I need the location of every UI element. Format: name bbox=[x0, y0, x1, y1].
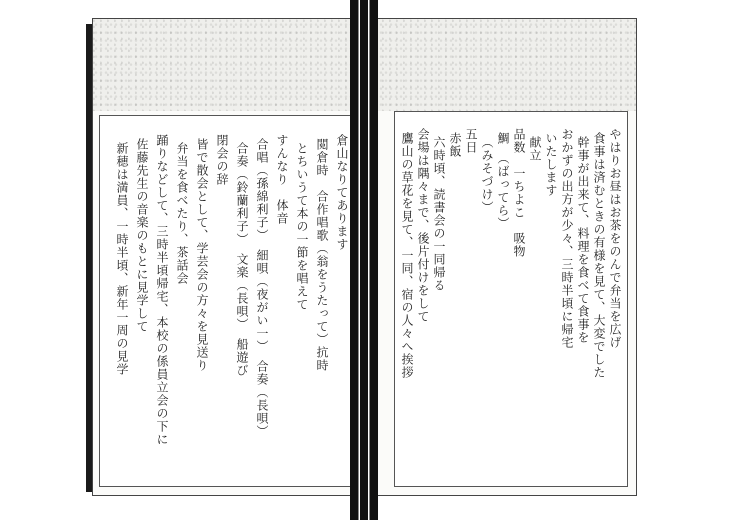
manuscript-column: 品数 一ちよこ 吸物 bbox=[512, 128, 526, 258]
manuscript-column: 閉会の辞 bbox=[215, 134, 229, 186]
manuscript-column: 食事は済むときの有様を見て、大変でした bbox=[592, 132, 606, 379]
page-margin-stain bbox=[368, 19, 636, 111]
manuscript-column: （みそづけ） bbox=[480, 136, 494, 214]
manuscript-column: 鯛 （ばってら） bbox=[496, 132, 510, 230]
manuscript-column: おかずの出方が少々、三時半頃に帰宅 bbox=[560, 128, 574, 349]
left-page bbox=[92, 18, 363, 496]
manuscript-column: 幹事が出来て、料理を食べて食事を bbox=[576, 136, 590, 344]
page-margin-stain bbox=[93, 19, 363, 111]
manuscript-column: いたします bbox=[544, 132, 558, 197]
manuscript-column: 皆で散会として、学芸会の方々を見送り bbox=[195, 138, 209, 372]
manuscript-column: 合奏（鈴蘭利子） 文楽（長唄） 船遊び bbox=[235, 142, 249, 377]
manuscript-column: 倉山なりてあります bbox=[335, 134, 349, 251]
right-manuscript-sheet bbox=[394, 111, 628, 487]
manuscript-column: 佐藤先生の音楽のもとに見学して bbox=[135, 138, 149, 333]
manuscript-column: 赤飯 bbox=[448, 132, 462, 158]
manuscript-column: 献立 bbox=[528, 136, 542, 162]
left-manuscript-sheet bbox=[99, 115, 357, 487]
manuscript-column: 閲倉時 合作唱歌（翁をうたって）抗時 bbox=[315, 138, 329, 372]
manuscript-column: やはりお昼はお茶をのんで弁当を広げ bbox=[608, 128, 622, 349]
manuscript-column: 鷹山の草花を見て、一同、宿の人々へ挨拶 bbox=[400, 132, 414, 379]
manuscript-column: 合唱（孫綿利子） 細唄（夜がい一） 合奏（長唄） bbox=[255, 138, 269, 438]
manuscript-column: 新穂は満員、一時半頃、新年一周の見学 bbox=[115, 142, 129, 376]
manuscript-column: 会場は隅々まで、後片付けをして bbox=[416, 128, 430, 323]
manuscript-column: 踊りなどして、三時半頃帰宅、本校の係員立会の下に bbox=[155, 134, 169, 446]
manuscript-column: 六時頃、読書会の一同帰る bbox=[432, 136, 446, 292]
book-spine bbox=[350, 0, 378, 520]
manuscript-column: 五日 bbox=[464, 128, 478, 154]
manuscript-column: とちいうて本の一節を唱えて bbox=[295, 142, 309, 311]
manuscript-column: すんなり 体音 bbox=[275, 134, 289, 225]
right-page bbox=[368, 18, 637, 496]
manuscript-column: 弁当を食べたり、茶話会 bbox=[175, 142, 189, 285]
